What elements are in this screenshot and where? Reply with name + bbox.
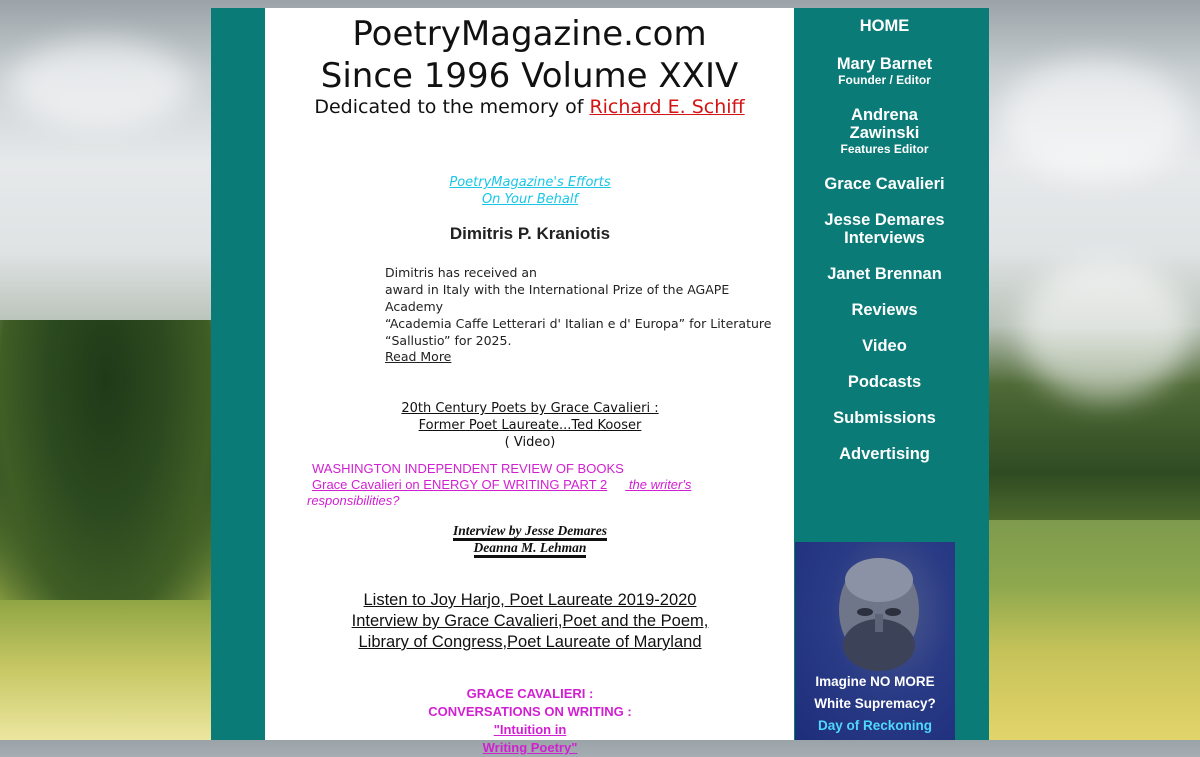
nav-jesse-label: Jesse Demares [824,211,945,229]
nav-submissions[interactable]: Submissions [833,409,936,427]
kooser-link[interactable]: Former Poet Laureate...Ted Kooser [418,418,642,433]
background-cloud [10,40,190,130]
nav-mary-label: Mary Barnet [836,55,933,73]
feature-name: Dimitris P. Kraniotis [449,224,611,243]
washington-review-block [307,461,781,509]
nav-reviews[interactable]: Reviews [851,301,918,319]
background-forest [0,320,212,620]
main-content [265,8,794,755]
ad-banner[interactable] [795,542,955,740]
nav-andrena-label: Andrena Zawinski [849,106,920,142]
nav-video[interactable]: Video [862,337,907,355]
richard-schiff-link[interactable]: Richard E. Schiff [589,96,745,118]
feature-text [385,264,785,349]
harjo-link[interactable]: Listen to Joy Harjo, Poet Laureate 2019-2020 [363,591,697,609]
left-border-column [211,8,265,740]
ad-line-2: White Supremacy? [814,696,936,711]
feature-text-line: “Academia Caffe Letterari d' Italian e d' Europa” for Literature [385,316,772,331]
poets20-link[interactable]: 20th Century Poets by Grace Cavalieri : [401,401,659,416]
nav-podcasts[interactable]: Podcasts [847,373,922,391]
background-meadow [0,600,212,740]
nav-andrena-zawinski[interactable] [794,106,975,156]
nav-jesse-sub: Interviews [844,229,925,247]
conversations-block [365,685,695,757]
feature-text-line: Dimitris has received an [385,265,537,280]
harjo-block [305,590,755,653]
interview-block[interactable] [365,522,695,556]
efforts-line-2: On Your Behalf [481,192,579,207]
dedication [265,96,794,118]
energy-of-writing-link[interactable]: Grace Cavalieri on ENERGY OF WRITING PART 2 [312,477,608,492]
conv-title: CONVERSATIONS ON WRITING : [428,704,632,719]
efforts-link[interactable] [365,174,695,208]
writers-responsibilities-link[interactable]: the writer's [625,477,692,492]
cavalieri-interview-link[interactable]: Interview by Grace Cavalieri,Poet and the Poem, [351,612,709,630]
site-title: PoetryMagazine.com [352,14,707,54]
background-hills [988,520,1200,740]
nav-janet-brennan[interactable]: Janet Brennan [827,265,942,283]
efforts-line-1: PoetryMagazine's Efforts [449,175,611,190]
volume-title: Since 1996 Volume XXIV [320,56,739,96]
background-cloud [1000,60,1190,180]
ad-line-3: Day of Reckoning [817,718,933,733]
intuition-link-cont[interactable]: Writing Poetry" [482,740,578,755]
nav-mary-role: Founder / Editor [838,73,931,87]
feature-text-line: award in Italy with the International Prize of the AGAPE Academy [385,282,730,314]
nav-mary-barnet[interactable] [794,55,975,87]
wir-responsibilities[interactable]: responsibilities? [307,493,400,508]
background-cloud [1020,260,1190,400]
nav-jesse-demares[interactable] [794,211,975,247]
interview-link[interactable]: Interview by Jesse Demares [453,523,607,541]
feature-text-line: “Sallustio” for 2025. [385,333,512,348]
wir-title: WASHINGTON INDEPENDENT REVIEW OF BOOKS [312,461,624,476]
nav-andrena-role: Features Editor [840,142,929,156]
intuition-link[interactable]: "Intuition in [493,722,567,737]
nav-home[interactable]: HOME [859,17,910,35]
poets20-block [365,400,695,451]
video-note: ( Video) [504,435,556,450]
library-congress-link[interactable]: Library of Congress,Poet Laureate of Maryland [358,633,702,651]
conv-author: GRACE CAVALIERI : [466,686,594,701]
portrait-image [817,550,937,690]
read-more-link[interactable]: Read More [385,349,452,364]
nav-advertising[interactable]: Advertising [839,445,930,463]
ad-line-1: Imagine NO MORE [815,674,935,689]
nav-grace-cavalieri[interactable]: Grace Cavalieri [824,175,945,193]
deanna-lehman-link[interactable]: Deanna M. Lehman [474,540,587,558]
dedication-prefix: Dedicated to the memory of [314,96,590,118]
